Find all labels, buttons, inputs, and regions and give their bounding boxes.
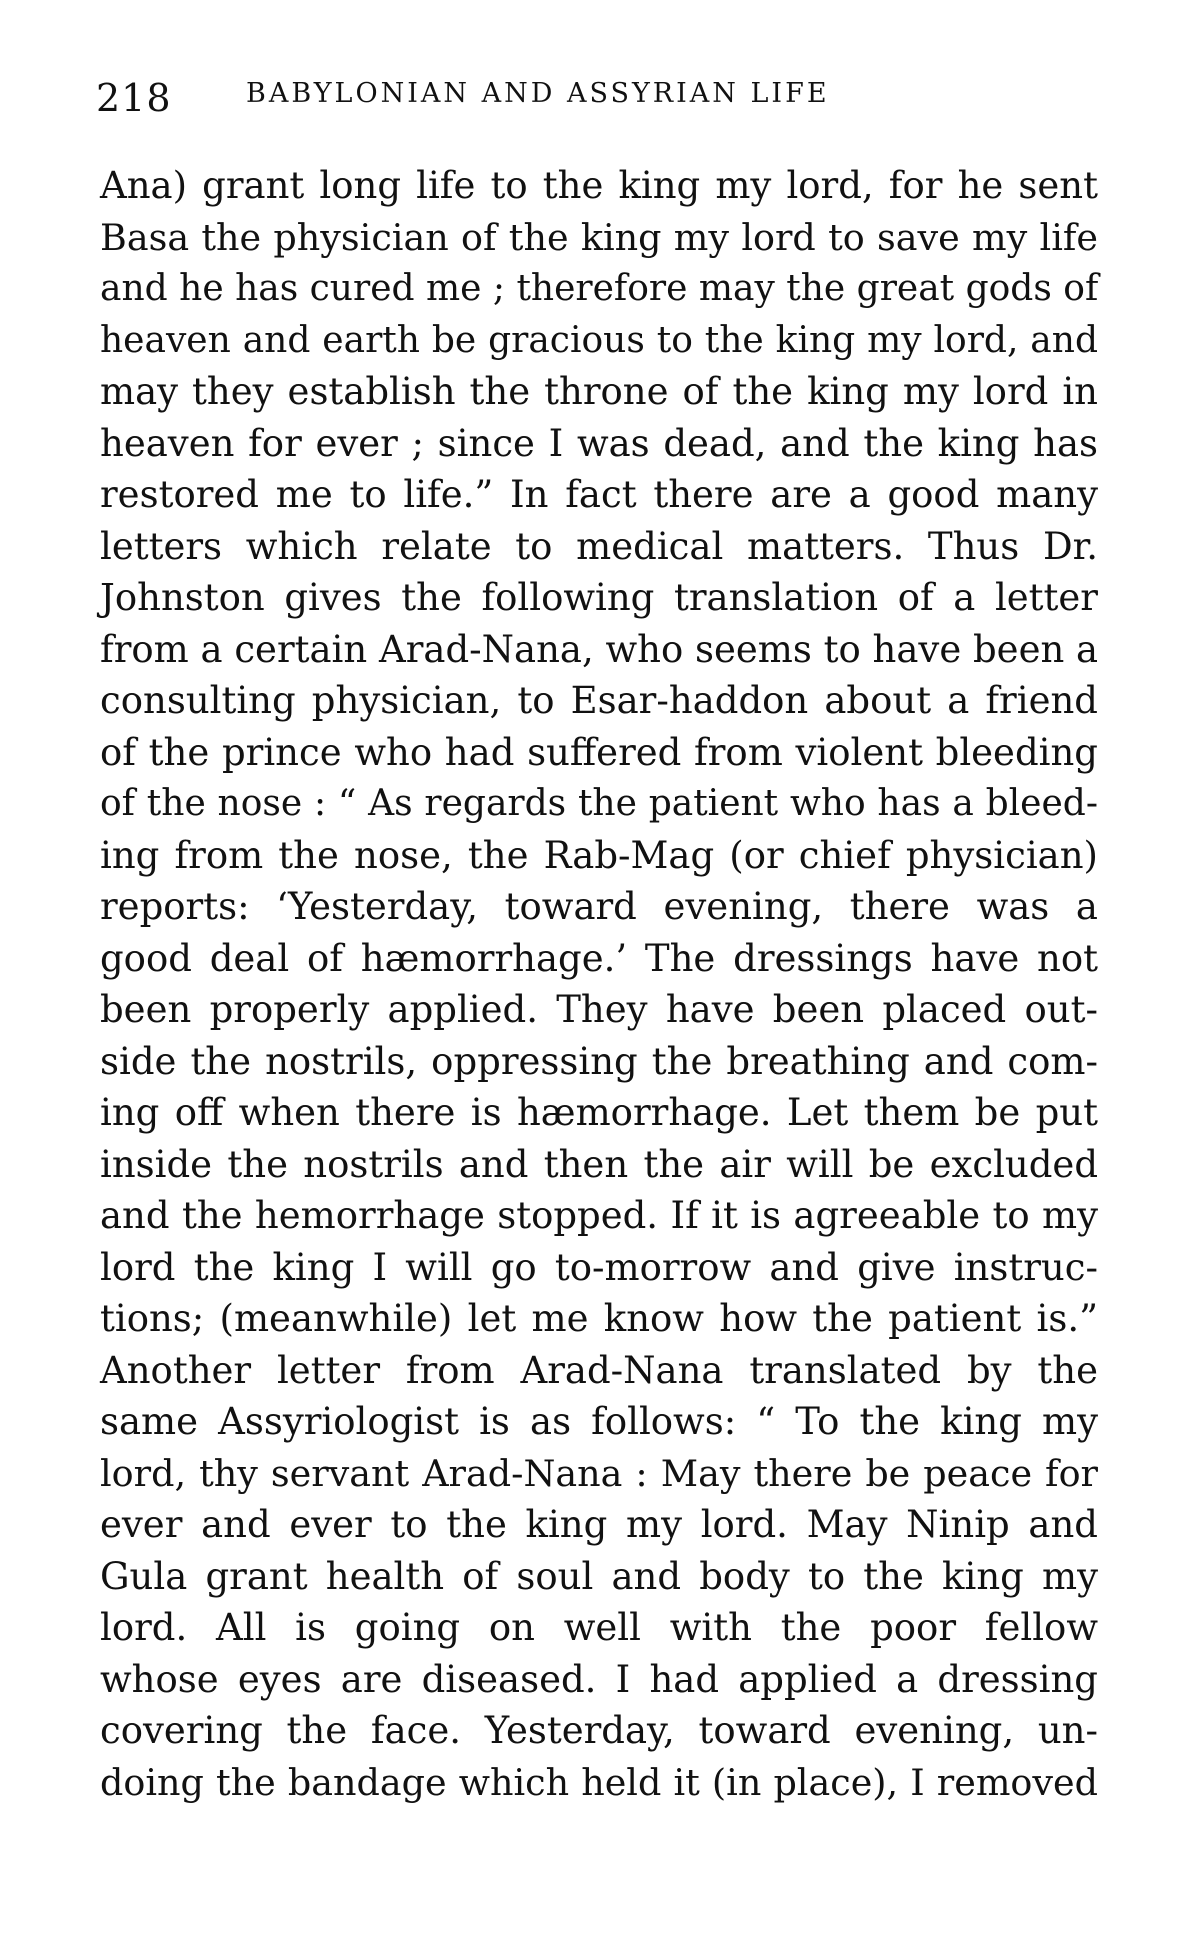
text-line: inside the nostrils and then the air will be excluded — [100, 1142, 1098, 1186]
text-line: from a certain Arad-Nana, who seems to have been a — [100, 627, 1099, 671]
text-line: Basa the physician of the king my lord to save my life — [100, 215, 1098, 259]
text-line: doing the bandage which held it (in place), I removed — [100, 1760, 1098, 1804]
text-line: Another letter from Arad-Nana translated by the — [100, 1348, 1098, 1392]
text-line: letters which relate to medical matters. Thus Dr. — [100, 524, 1098, 568]
text-line: side the nostrils, oppressing the breathing and com- — [100, 1039, 1098, 1083]
text-line: ever and ever to the king my lord. May Ninip and — [100, 1503, 1098, 1546]
text-line: lord, thy servant Arad-Nana : May there be peace for — [100, 1451, 1098, 1495]
text-line: of the nose : “ As regards the patient who has a bleed- — [100, 783, 1098, 824]
text-line: good deal of hæmorrhage.’ The dressings have not — [100, 936, 1098, 980]
text-line: lord. All is going on well with the poor fellow — [100, 1606, 1098, 1649]
text-line: may they establish the throne of the king my lord in — [100, 370, 1098, 413]
text-line: restored me to life.” In fact there are a good many — [100, 473, 1098, 516]
running-head — [96, 76, 1096, 120]
text-line: heaven for ever ; since I was dead, and the king has — [100, 421, 1098, 465]
text-line: Gula grant health of soul and body to the king my — [100, 1554, 1098, 1598]
text-line: Ana) grant long life to the king my lord, for he sent — [100, 164, 1098, 207]
text-line: consulting physician, to Esar-haddon about a friend — [100, 679, 1098, 722]
text-line: tions; (meanwhile) let me know how the patient is.” — [100, 1297, 1098, 1340]
text-line: and the hemorrhage stopped. If it is agreeable to my — [100, 1194, 1098, 1237]
body-text — [100, 160, 1098, 1808]
text-line: Johnston gives the following translation of a letter — [100, 576, 1098, 619]
text-line: of the prince who had suffered from violent bleeding — [100, 730, 1098, 774]
running-title: BABYLONIAN AND ASSYRIAN LIFE — [246, 78, 830, 109]
text-line: ing from the nose, the Rab-Mag (or chief physician) — [100, 833, 1098, 877]
text-line: lord the king I will go to-morrow and give instruc- — [100, 1245, 1098, 1289]
text-line: whose eyes are diseased. I had applied a dressing — [100, 1657, 1098, 1701]
text-line: and he has cured me ; therefore may the great gods of — [100, 268, 1099, 309]
page-number: 218 — [96, 76, 172, 120]
text-line: been properly applied. They have been placed out- — [100, 988, 1098, 1031]
text-line: same Assyriologist is as follows: “ To the king my — [100, 1400, 1098, 1443]
text-line: reports: ‘Yesterday, toward evening, there was a — [100, 885, 1098, 928]
text-line: ing off when there is hæmorrhage. Let them be put — [100, 1091, 1098, 1134]
text-line: heaven and earth be gracious to the king my lord, and — [100, 319, 1098, 361]
text-line: covering the face. Yesterday, toward evening, un- — [100, 1709, 1098, 1752]
